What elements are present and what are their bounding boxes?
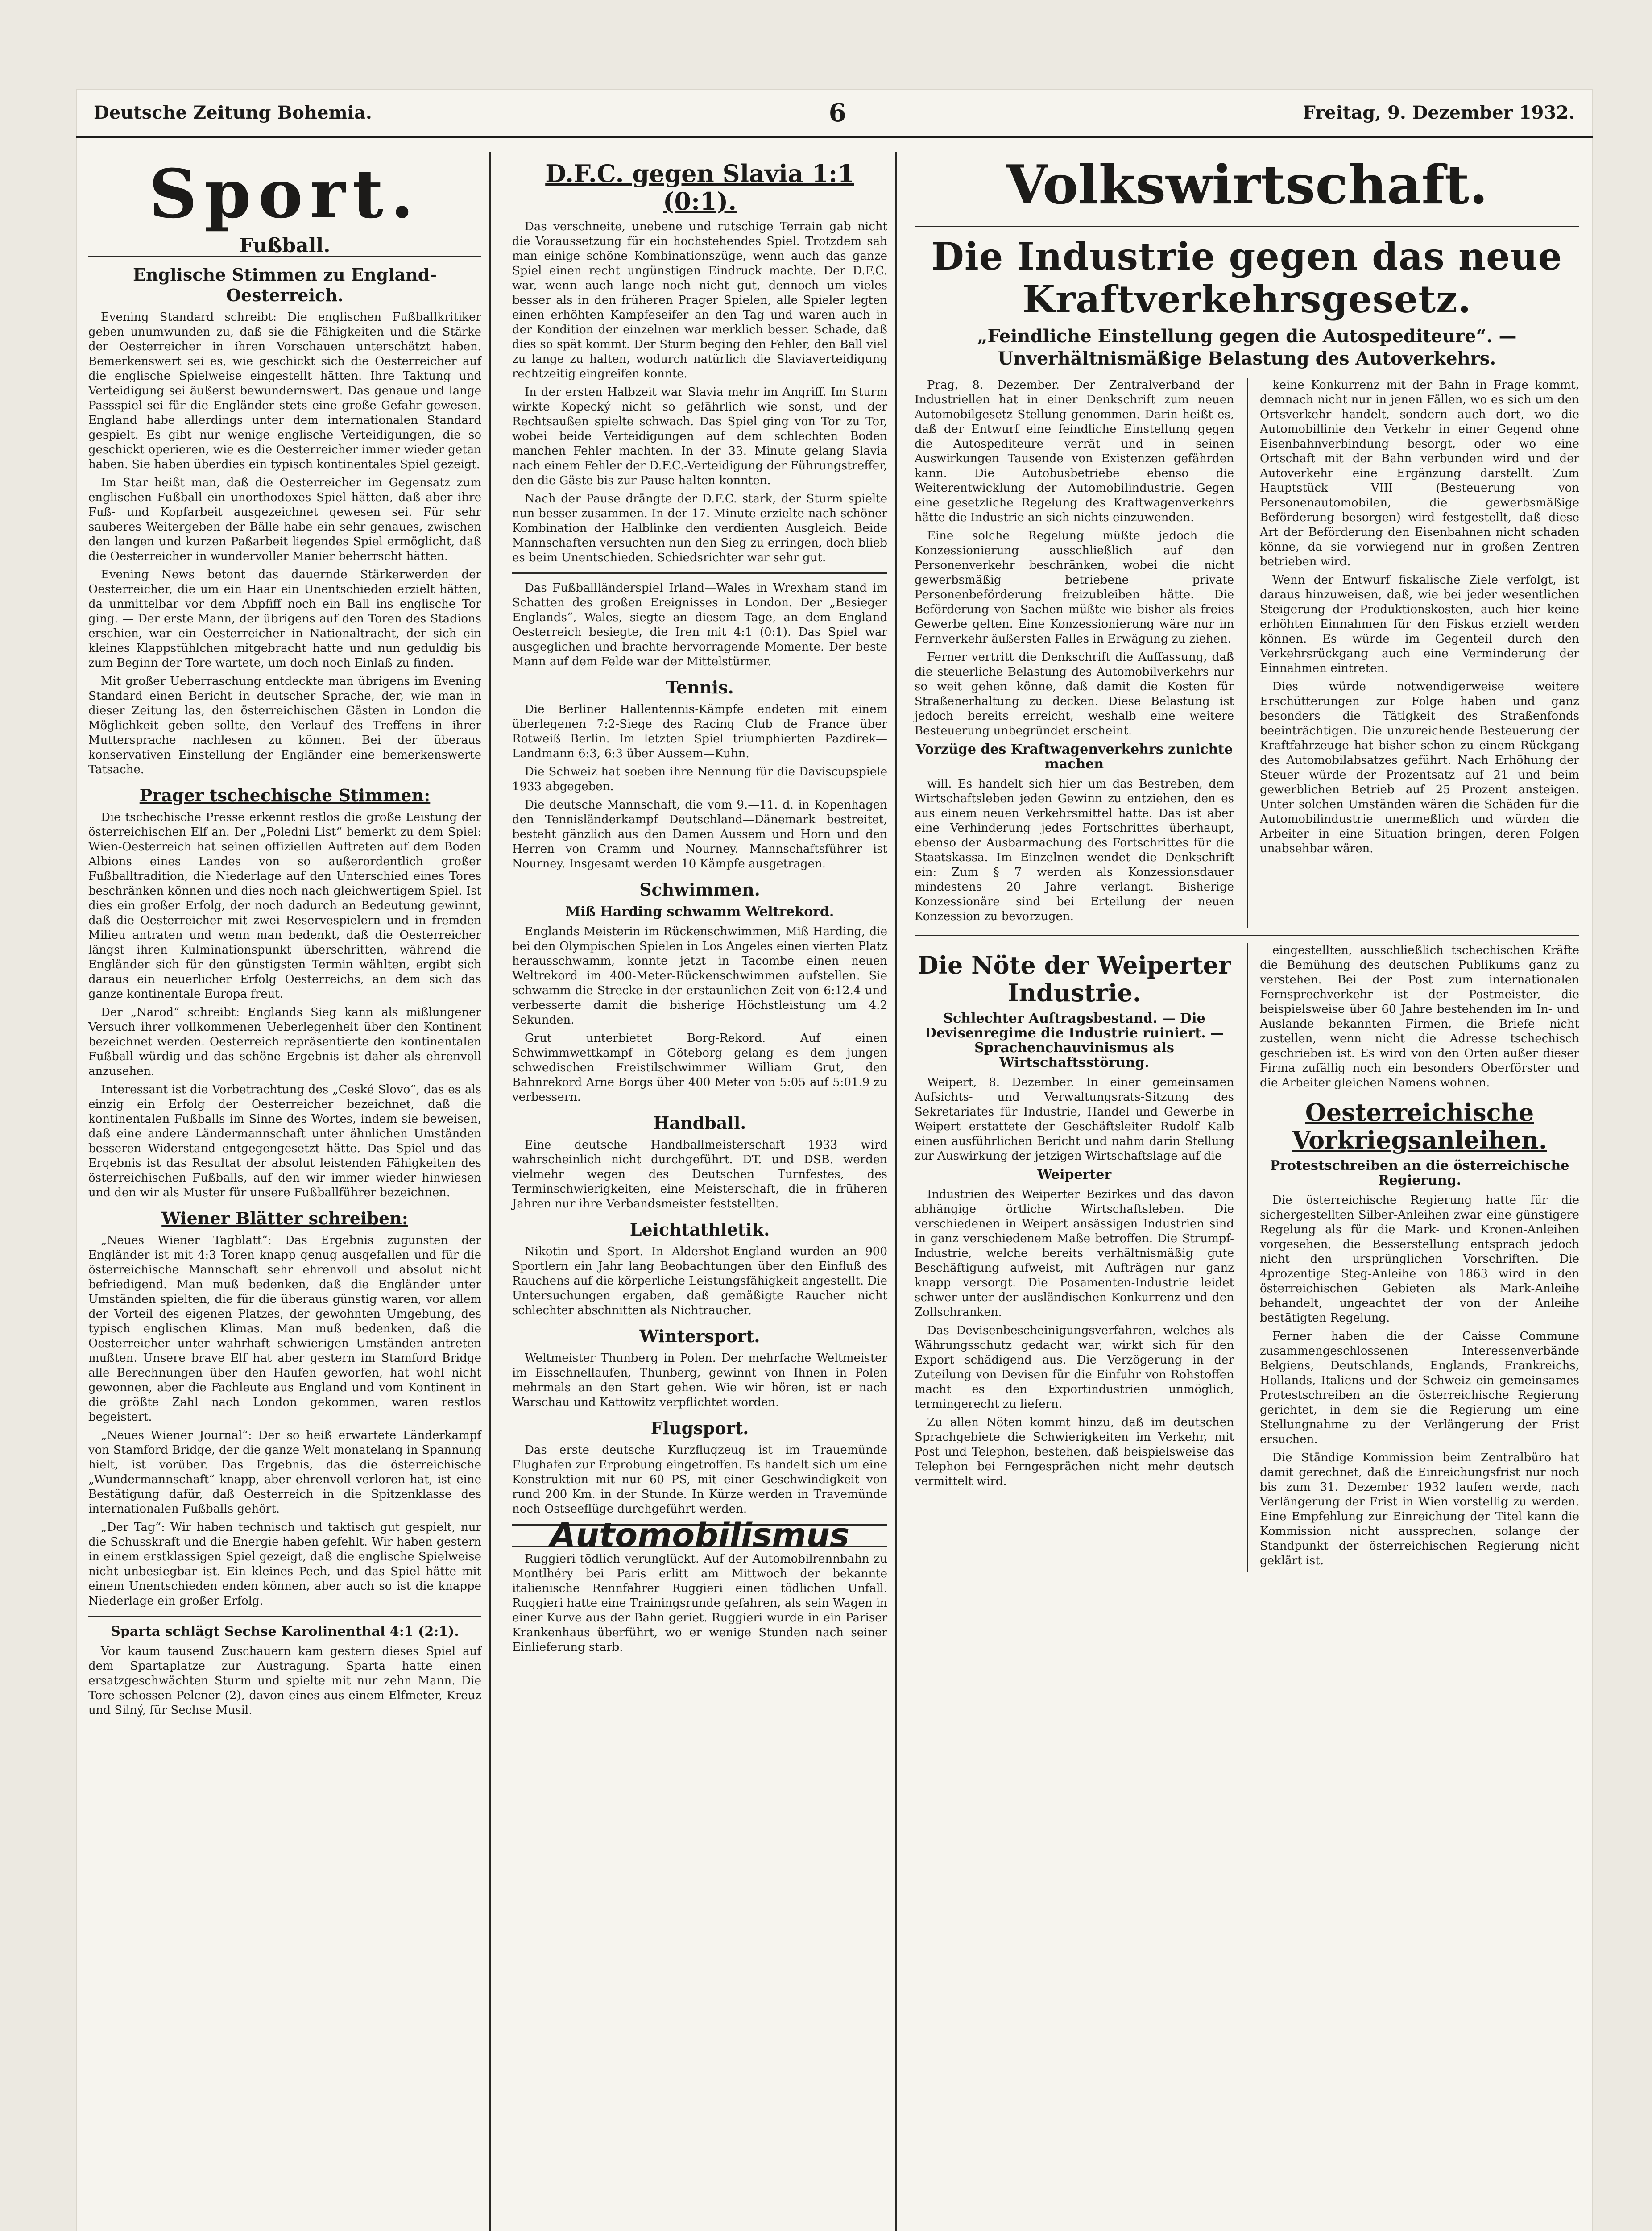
article-paragraph: Das verschneite, unebene und rutschige Terrain gab nicht die Voraussetzung für ein hochstehendes Spiel. Trotzdem sah man einige schöne Kombinationszüge, wenn auch das ganze Spiel einen recht ungünstigen Eindruck machte. Der D.F.C. war, wenn auch lange noch nicht gut, dennoch um vieles besser als in den früheren Prager Spielen, alle Spieler legten einen erhöhten Kampfeseifer an den Tag und waren auch in der Kondition der einzelnen war merklich besser. Schade, daß dies so spät kommt. Der Sturm beging den Fehler, den Ball viel zu lange zu halten, wodurch natürlich die Slaviaverteidigung rechtzeitig eingreifen konnte.	[512, 220, 887, 381]
section-heading-tennis: Tennis.	[666, 677, 734, 697]
article-paragraph: Nach der Pause drängte der D.F.C. stark, der Sturm spielte nun besser zusammen. In der 17. Minute erzielte nach schöner Kombination der Halblinke den verdienten Ausgleich. Beide Mannschaften versuchten nun den Sieg zu erringen, doch blieb es beim Unentschieden. Schiedsrichter war sehr gut.	[512, 492, 887, 564]
article-paragraph: Prag, 8. Dezember. Der Zentralverband der Industriellen hat in einer Denkschrift zum neuen Automobilgesetz Stellung genommen. Darin heißt es, daß der Entwurf eine feindliche Einstellung gegen die Autospediteure verrät und in seinen Auswirkungen Tausende von Existenzen gefährden kann. Die Autobusbetriebe ebenso die Weiterentwicklung der Automobilindustrie. Gegen eine gesetzliche Regelung des Kraftwagenverkehrs hätte die Industrie an sich nichts einzuwenden.	[915, 378, 1234, 524]
article-paragraph: will. Es handelt sich hier um das Bestreben, dem Wirtschaftsleben jeden Gewinn zu entziehen, den es aus einem neuen Verkehrsmittel hatte. Das ist aber eine Verhinderung jedes Fortschrittes überhaupt, ebenso der Ausbarmachung des Fortschrittes für die Staatskassa. Im Einzelnen wendet die Denkschrift ein: Zum § 7 werden als Konzessionsdauer mindestens 20 Jahre verlangt. Bisherige Konzessionäre sind bei Erteilung der neuen Konzession zu bevorzugen.	[915, 777, 1234, 923]
section-masthead-sport: Sport.	[149, 155, 421, 233]
divider	[915, 226, 1579, 227]
article-paragraph: „Neues Wiener Tagblatt“: Das Ergebnis zugunsten der Engländer ist mit 4:3 Toren knapp genug ausgefallen und für die österreichische Mannschaft sehr ehrenvoll und absolut nicht befriedigend. Man muß bedenken, daß die Engländer unter Umständen spielten, die für die überaus günstig waren, vor allem der Vorteil des eigenen Platzes, der gewohnten Umgebung, des typisch englischen Klimas. Man muß bedenken, daß die Oesterreicher unter wahrhaft schwierigen Umständen antreten mußten. Unsere brave Elf hat aber gestern im Stamford Bridge alle Berechnungen über den Haufen geworfen, hat wohl nicht gewonnen, aber die Fachleute aus England und vom Kontinent in die größte Zahl nach London gekommen, waren restlos begeistert.	[88, 1234, 481, 1424]
subsection-football: Fußball.	[88, 238, 481, 257]
article-paragraph: Im Star heißt man, daß die Oesterreicher im Gegensatz zum englischen Fußball ein unorthodoxes Spiel hätten, daß aber ihre Fuß- und Kopfarbeit ausgezeichnet gewesen sei. Für sehr sauberes Weitergeben der Bälle habe ein sehr genaues, zwischen den langen und kurzen Paßarbeit liegendes Spiel ermöglicht, daß die Oesterreicher in wundervoller Manier beherrscht hätten.	[88, 476, 481, 563]
column-sport-1	[80, 152, 491, 2231]
column-sport-2	[504, 152, 897, 2231]
article-paragraph: Industrien des Weiperter Bezirkes und das davon abhängige örtliche Wirtschaftsleben. Die verschiedenen in Weipert ansässigen Industrien sind in ganz verschiedenem Maße betroffen. Die Strumpf-Industrie, welche bereits verhältnismäßig gute Beschäftigung aufweist, mit Aufträgen nur ganz knapp versorgt. Die Posamenten-Industrie leidet schwer unter der ausländischen Konkurrenz und den Zollschranken.	[915, 1188, 1234, 1319]
section-heading-flight: Flugsport.	[650, 1418, 749, 1438]
section-heading-wintersport: Wintersport.	[639, 1326, 760, 1346]
lead-headline: Die Industrie gegen das neue Kraftverkehrsgesetz.	[932, 234, 1562, 321]
article-paragraph: Englands Meisterin im Rückenschwimmen, Miß Harding, die bei den Olympischen Spielen in Los Angeles einen vierten Platz herausschwamm, konnte jetzt in Tacombe einen neuen Weltrekord im 400-Meter-Rückenschwimmen aufstellen. Sie schwamm die Strecke in der erstaunlichen Zeit von 6:12.4 und verbesserte damit die bisherige Höchstleistung um 4.2 Sekunden.	[512, 925, 887, 1027]
article-subheading: Weiperter	[1037, 1167, 1112, 1182]
article-deck: Schlechter Auftragsbestand. — Die Devisenregime die Industrie ruiniert. — Sprachenchauvinismus als Wirtschaftsstörung.	[924, 1011, 1224, 1070]
article-paragraph: Ferner vertritt die Denkschrift die Auffassung, daß die steuerliche Belastung des Automobilverkehrs nur so weit gehen könne, daß damit die Kosten für Straßenerhaltung zu decken. Diese Belastung ist jedoch bereits erreicht, weshalb eine weitere Besteuerung unbegründet erscheint.	[915, 651, 1234, 738]
article-headline: Englische Stimmen zu England-Oesterreich.	[132, 265, 437, 305]
section-heading-swimming: Schwimmen.	[639, 879, 760, 900]
article-paragraph: Die Ständige Kommission beim Zentralbüro hat damit gerechnet, daß die Einreichungsfrist nur noch bis zum 31. Dezember 1932 laufen werde, nach Verlängerung der Frist in Wien vorstellig zu werden. Eine Empfehlung zur Einreichung der Titel kann die Kommission nicht aussprechen, solange der Standpunkt der österreichischen Regierung nicht geklärt ist.	[1260, 1451, 1579, 1568]
article-headline: D.F.C. gegen Slavia 1:1 (0:1).	[545, 159, 854, 216]
article-paragraph: Ruggieri tödlich verunglückt. Auf der Automobilrennbahn zu Montlhéry bei Paris erlitt am Mittwoch der bekannte italienische Rennfahrer Ruggieri einen tödlichen Unfall. Ruggieri hatte eine Trainingsrunde gefahren, als sein Wagen in einer Kurve aus der Bahn geriet. Ruggieri wurde in ein Pariser Krankenhaus überführt, wo er wenige Stunden nach seiner Einlieferung starb.	[512, 1552, 887, 1654]
article-paragraph: Die tschechische Presse erkennt restlos die große Leistung der österreichischen Elf an. Der „Poledni List“ bemerkt zu dem Spiel: Wien-Oesterreich hat seinen offiziellen Auftreten auf dem Boden Albions eines Landes von so außerordentlich großer Fußballtradition, die Niederlage auf den Unterschied eines Tores beschränken können und dies noch nach gleichwertigem Spiel. Ist dies ein großer Erfolg, der noch dadurch an Bedeutung gewinnt, daß die Oesterreicher mit zwei Reservespielern und in fremden Milieu antraten und wenn man bedenkt, daß die Oesterreicher längst ihren Kulminationspunkt überschritten, während die Engländer sich für den günstigsten Termin wählten, ergibt sich daraus ein neuerlicher Erfolg Oesterreichs, an dem sich das ganze kontinentale Europa freut.	[88, 811, 481, 1001]
article-headline: Prager tschechische Stimmen:	[139, 785, 431, 805]
article-paragraph: Interessant ist die Vorbetrachtung des „Ceské Slovo“, das es als einzig ein Erfolg der Oesterreicher bezeichnet, daß die kontinentalen Fußballs im Sinne des Wortes, indem sie beweisen, daß eine andere Ländermannschaft unter ähnlichen Umständen besseren Widerstand entgegengesetzt hätte. Das Spiel und das Ergebnis ist das Resultat der absolut leistenden Fähigkeiten des österreichischen Fußballs, auf den wir immer wieder hinwiesen und den wir als Muster für unsere Fußballführer bezeichnen.	[88, 1083, 481, 1199]
article-headline: Miß Harding schwamm Weltrekord.	[565, 904, 834, 920]
article-paragraph: keine Konkurrenz mit der Bahn in Frage kommt, demnach nicht nur in jenen Fällen, wo es sich um den Ortsverkehr handelt, sondern auch dort, wo die Automobillinie den Verkehr in einer Gegend ohne Eisenbahnverbindung besorgt, oder wo eine Ortschaft mit der Bahn verbunden wird und der Autoverkehr eine Ergänzung darstellt. Zum Hauptstück VIII (Besteuerung von Personenautomobilen, die gewerbsmäßige Beförderung besorgen) wird festgestellt, daß diese Art der Beförderung den Eisenbahnen nicht schaden könne, da sie vorwiegend nur in großen Zentren betrieben wird.	[1260, 378, 1579, 568]
lead-deck: „Feindliche Einstellung gegen die Autospediteure“. — Unverhältnismäßige Belastung des Autoverkehrs.	[977, 326, 1517, 369]
article-paragraph: Die deutsche Mannschaft, die vom 9.—11. d. in Kopenhagen den Tennisländerkampf Deutschland—Dänemark bestreitet, besteht gänzlich aus den Damen Aussem und Horn und den Herren von Cramm und Nourney. Mannschaftsführer ist Nourney. Insgesamt werden 10 Kämpfe ausgetragen.	[512, 798, 887, 871]
article-paragraph: Weltmeister Thunberg in Polen. Der mehrfache Weltmeister im Eisschnellaufen, Thunberg, gewinnt von Ihnen in Polen mehrmals an den Start gehen. Wie wir hören, ist er nach Warschau und Kattowitz verpflichtet worden.	[512, 1352, 887, 1409]
article-paragraph: Evening Standard schreibt: Die englischen Fußballkritiker geben unumwunden zu, daß sie die Fähigkeiten und die Stärke der Oesterreicher in ihren Vorschauen unterschätzt haben. Bemerkenswert sei es, wie geschickt sich die Oesterreicher auf die englische Spielweise eingestellt hätten. Ihre Taktung und Verteidigung sei äußerst bewundernswert. Das genaue und lange Passspiel sei für die Engländer stets eine große Gefahr gewesen. England habe allerdings unter dem internationalen Standard gespielt. Es gibt nur wenige englische Verteidigungen, die so geschickt operieren, wie es die Oesterreicher immer wieder getan haben. Sie haben überdies ein typisch kontinentales Spiel gezeigt.	[88, 311, 481, 471]
section-heading-handball: Handball.	[653, 1113, 746, 1133]
divider	[915, 935, 1579, 936]
article-paragraph: Weipert, 8. Dezember. In einer gemeinsamen Aufsichts- und Verwaltungsrats-Sitzung des Sekretariates für Industrie, Handel und Gewerbe in Weipert erstattete der Geschäftsleiter Rudolf Kalb einen ausführlichen Bericht und nahm darin Stellung zur Auswirkung der jetzigen Wirtschaftslage auf die	[915, 1076, 1234, 1163]
article-paragraph: Der „Narod“ schreibt: Englands Sieg kann als mißlungener Versuch ihrer vollkommenen Ueberlegenheit über den Kontinent bezeichnet werden. Oesterreich repräsentierte den kontinentalen Fußball würdig und das schöne Ergebnis ist daher als ehrenvoll anzusehen.	[88, 1006, 481, 1078]
article-paragraph: Die Schweiz hat soeben ihre Nennung für die Daviscupspiele 1933 abgegeben.	[512, 765, 887, 793]
article-headline: Wiener Blätter schreiben:	[161, 1208, 408, 1228]
article-paragraph: In der ersten Halbzeit war Slavia mehr im Angriff. Im Sturm wirkte Kopecký nicht so gefährlich wie sonst, und der Rechtsaußen spielte schwach. Das Spiel ging von Tor zu Tor, wobei beide Verteidigungen auf dem schlechten Boden manchen Fehler machten. In der 33. Minute gelang Slavia nach einem Fehler der D.F.C.-Verteidigung der Führungstreffer, den die Gäste bis zur Pause halten konnten.	[512, 386, 887, 487]
issue-date: Freitag, 9. Dezember 1932.	[1303, 102, 1575, 123]
column-economy	[910, 152, 1584, 2231]
article-paragraph: Die österreichische Regierung hatte für die sichergestellten Silber-Anleihen zwar eine günstigere Regelung als für die Mark- und Kronen-Anleihen vorgesehen, die Besserstellung entsprach jedoch nicht den ursprünglichen Vorschriften. Die 4prozentige Steg-Anleihe von 1863 wird in den österreichischen Gebieten als Mark-Anleihe behandelt, ungeachtet der von der Anleihe bestätigten Regelung.	[1260, 1194, 1579, 1325]
section-banner-automobilismus: Automobilismus	[512, 1524, 887, 1547]
article-paragraph: „Neues Wiener Journal“: Der so heiß erwartete Länderkampf von Stamford Bridge, der die ganze Welt monatelang in Spannung hielt, ist vorüber. Das Ergebnis, das die österreichische „Wundermannschaft“ knapp, aber ehrenvoll verloren hat, ist eine Bestätigung dafür, daß Oesterreich in die Spitzenklasse des internationalen Fußballs gehört.	[88, 1429, 481, 1516]
article-headline: Sparta schlägt Sechse Karolinenthal 4:1 (2:1).	[111, 1624, 459, 1639]
article-paragraph: eingestellten, ausschließlich tschechischen Kräfte die Bemühung des deutschen Publikums ganz zu verstehen. Bei der Post zum internationalen Fernsprechverkehr ist der Postmeister, die beispielsweise über 60 Jahre bestehenden im In- und Auslande bekannten Firmen, die Briefe nicht zustellen, wenn nicht die Adresse tschechisch geschrieben ist. Es wird von den Orten außer dieser Firma zufällig noch ein besonders Oberförster und die Arbeiter gleichen Namens wohnen.	[1260, 944, 1579, 1090]
article-paragraph: Eine deutsche Handballmeisterschaft 1933 wird wahrscheinlich nicht durchgeführt. DT. und DSB. werden vielmehr wegen des Deutschen Turnfestes, des Terminschwierigkeiten, eine Meisterschaft, die in früheren Jahren nur ihre Verbandsmeister feststellten.	[512, 1138, 887, 1211]
article-paragraph: Das erste deutsche Kurzflugzeug ist im Trauemünde Flughafen zur Erprobung eingetroffen. Es handelt sich um eine Konstruktion mit nur 60 PS, mit einer Geschwindigkeit von rund 200 Km. in der Stunde. In Kürze werden in Travemünde noch Ostseeflüge durchgeführt werden.	[512, 1443, 887, 1516]
article-paragraph: Das Fußballländerspiel Irland—Wales in Wrexham stand im Schatten des großen Ereignisses in London. Der „Besieger Englands“, Wales, siegte an diesem Tage, an dem England Oesterreich besiegte, die Iren mit 4:1 (0:1). Das Spiel war ausgeglichen und brachte hervorragende Momente. Der beste Mann auf dem Felde war der Mittelstürmer.	[512, 581, 887, 668]
article-deck: Protestschreiben an die österreichische Regierung.	[1270, 1158, 1569, 1188]
article-paragraph: Nikotin und Sport. In Aldershot-England wurden an 900 Sportlern ein Jahr lang Beobachtungen über den Einfluß des Rauchens auf die körperliche Leistungsfähigkeit angestellt. Die Untersuchungen ergaben, daß gemäßigte Raucher nicht schlechter abschnitten als Nichtraucher.	[512, 1245, 887, 1317]
divider	[512, 572, 887, 574]
article-paragraph: Wenn der Entwurf fiskalische Ziele verfolgt, ist daraus hinzuweisen, daß, wie bei jeder wesentlichen Steigerung der Produktionskosten, auch hier keine erhöhten Einnahmen für den Fiskus erzielt werden können. Es würde im Gegenteil durch den Verkehrsrückgang auch eine Verminderung der Einnahmen eintreten.	[1260, 573, 1579, 675]
article-paragraph: Dies würde notwendigerweise weitere Erschütterungen zur Folge haben und ganz besonders die Tätigkeit des Straßenfonds beeinträchtigen. Die unzureichende Besteuerung der Kraftfahrzeuge hat bisher schon zu einem Rückgang des Automobilabsatzes geführt. Nach Erhöhung der Steuer würde der Prozentsatz auf 21 und beim gewerblichen Betrieb auf 25 Prozent ansteigen. Unter solchen Umständen wären die Schäden für die Automobilindustrie unermeßlich und würden die Arbeiter in eine Situation bringen, deren Folgen unabsehbar wären.	[1260, 680, 1579, 855]
section-masthead-economy: Volkswirtschaft.	[1006, 153, 1488, 216]
article-paragraph: „Der Tag“: Wir haben technisch und taktisch gut gespielt, nur die Schusskraft und die Energie haben gefehlt. Wir haben gestern in einem erstklassigen Spiel gezeigt, daß die englische Spielweise nicht unbesiegbar ist. Ein kleines Pech, und das Spiel hätte mit einem Unentschieden enden können, aber auch so ist die knappe Niederlage ein großer Erfolg.	[88, 1521, 481, 1608]
lead-article-body	[915, 378, 1579, 928]
article-paragraph: Vor kaum tausend Zuschauern kam gestern dieses Spiel auf dem Spartaplatze zur Austragung. Sparta hatte einen ersatzgeschwächten Sturm und spielte mit nur zehn Mann. Die Tore schossen Pelcner (2), davon eines aus einem Elfmeter, Kreuz und Silný, für Sechse Musil.	[88, 1645, 481, 1717]
article-paragraph: Mit großer Ueberraschung entdeckte man übrigens im Evening Standard einen Bericht in deutscher Sprache, der, wie man in dieser Zeitung las, den österreichischen Gästen in London die Möglichkeit geben sollte, den Verlauf des Treffens in ihrer Muttersprache nachlesen zu können. Bei der überaus konservativen Einstellung der Engländer eine bemerkenswerte Tatsache.	[88, 675, 481, 776]
section-heading-athletics: Leichtathletik.	[629, 1219, 770, 1240]
article-headline: Oesterreichische Vorkriegsanleihen.	[1292, 1098, 1547, 1154]
article-paragraph: Evening News betont das dauernde Stärkerwerden der Oesterreicher, die um ein Haar ein Unentschieden erzielt hätten, da unmittelbar vor dem Abpfiff noch ein Ball ins englische Tor ging. — Der erste Mann, der übrigens auf den Toren des Stadions erschien, war ein Oesterreicher in Nationaltracht, der sich ein kleines Klappstühlchen mitgebracht hatte und nun geduldig bis zum Beginn der Tore wartete, um doch noch Einlaß zu finden.	[88, 568, 481, 670]
article-paragraph: Zu allen Nöten kommt hinzu, daß im deutschen Sprachgebiete die Schwierigkeiten im Verkehr, mit Post und Telephon, bestehen, daß beispielsweise das Telephon bei Ferngesprächen nicht mehr deutsch vermittelt wird.	[915, 1416, 1234, 1488]
article-paragraph: Ferner haben die der Caisse Commune zusammengeschlossenen Interessenverbände Belgiens, Deutschlands, Englands, Frankreichs, Hollands, Italiens und der Schweiz ein gemeinsames Protestschreiben an die österreichische Regierung gerichtet, in dem sie die Regierung um eine Stellungnahme zu der Verlängerung der Frist ersuchen.	[1260, 1330, 1579, 1446]
newspaper-page	[76, 89, 1593, 2231]
article-paragraph: Grut unterbietet Borg-Rekord. Auf einen Schwimmwettkampf in Göteborg gelang es dem jungen schwedischen Freistilschwimmer William Grut, den Bahnrekord Arne Borgs über 400 Meter von 5:05 auf 5:01.9 zu verbessern.	[512, 1032, 887, 1104]
article-paragraph: Die Berliner Hallentennis-Kämpfe endeten mit einem überlegenen 7:2-Siege des Racing Club de France über Rotweiß Berlin. Im letzten Spiel triumphierten Pazdirek—Landmann 6:3, 6:3 über Aussem—Kuhn.	[512, 703, 887, 760]
article-subheading: Vorzüge des Kraftwagenverkehrs zunichte machen	[915, 742, 1233, 772]
lower-articles	[915, 943, 1579, 1572]
article-paragraph: Das Devisenbescheinigungsverfahren, welches als Währungsschutz gedacht war, wirkt sich für den Export schädigend aus. Die Verzögerung in der Zuteilung von Devisen für die Einfuhr von Rohstoffen macht es den Exportindustrien unmöglich, termingerecht zu liefern.	[915, 1324, 1234, 1411]
article-paragraph: Eine solche Regelung müßte jedoch die Konzessionierung ausschließlich auf den Personenverkehr beschränken, wobei die nicht gewerbsmäßig betriebene private Personenbeförderung freizubleiben hätte. Die Beförderung von Sachen müßte wie bisher als freies Gewerbe gelten. Eine Konzessionierung wäre nur im Fernverkehr äußersten Falles in Erwägung zu ziehen.	[915, 529, 1234, 646]
divider	[88, 1616, 481, 1617]
paper-name: Deutsche Zeitung Bohemia.	[94, 102, 372, 123]
page-header	[76, 89, 1593, 138]
article-headline: Die Nöte der Weiperter Industrie.	[917, 951, 1231, 1007]
page-number: 6	[828, 98, 846, 128]
